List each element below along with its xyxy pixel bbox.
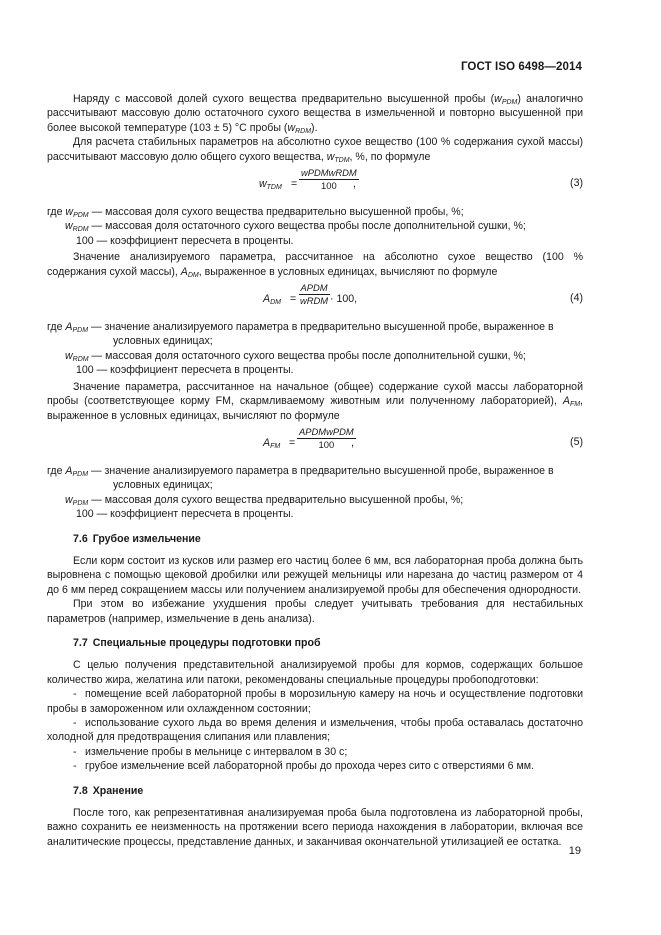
formula-5-definitions [47, 464, 583, 522]
list-item: - использование сухого льда во время деления и измельчения, чтобы проба оставалась достаточно холодной для предотвращения слипания или плавления; [47, 717, 583, 744]
definition-row: 100 — коэффициент пересчета в проценты. [76, 508, 294, 521]
formula-4: $A_{DM}$ = APDM wRDM · 100, (4) [263, 282, 583, 307]
section-7-6-paragraph-2: При этом во избежание ухудшения пробы следует учитывать требования для нестабильных параметров (например, измельчение в день анализа). [47, 598, 583, 625]
formula-5: $A_{FM}$ = APDMwPDM 100 , (5) [263, 425, 583, 450]
page-number: 19 [568, 845, 581, 857]
list-item: - измельчение пробы в мельнице с интервалом в 30 с; [73, 745, 348, 758]
formula-4-number: (4) [570, 292, 583, 305]
definition-row: 100 — коэффициент пересчета в проценты. [76, 234, 294, 247]
section-heading-7-7: 7.7 Специальные процедуры подготовки проб [73, 636, 321, 649]
paragraph-total-dry-matter: Для расчета стабильных параметров на абсолютно сухое вещество (100 % содержания сухой массы) рассчитывают массовую долю общего сухого вещества, $w_{TDM}$, %, по формуле [47, 136, 583, 164]
definition-row: $w_{RDM}$ — массовая доля остаточного сухого вещества пробы после дополнительной сушки, %; [65, 220, 526, 234]
formula-5-fraction: APDMwPDM 100 [299, 425, 354, 450]
section-7-6-paragraph-1: Если корм состоит из кусков или размер его частиц более 6 мм, вся лабораторная проба должна быть выровнена с помощью щековой дробилки или режущей мельницы или нарезана до частиц размером от 4 до 6 мм перед сокращением массы или получением анализируемой пробы для обеспечения однородности. [47, 554, 583, 596]
formula-3-fraction: wPDMwRDM 100 [301, 167, 357, 192]
definition-row: условных единицах; [113, 479, 213, 492]
definition-row: условных единицах; [113, 335, 213, 348]
definition-row: 100 — коэффициент пересчета в проценты. [76, 364, 294, 377]
section-heading-7-6: 7.6 Грубое измельчение [73, 532, 201, 545]
page-content [47, 92, 583, 849]
standard-header: ГОСТ ISO 6498—2014 [460, 61, 582, 73]
definition-row: где $w_{PDM}$ — массовая доля сухого вещества предварительно высушенной пробы, %; [47, 206, 464, 220]
definition-row: $w_{RDM}$ — массовая доля остаточного сухого вещества пробы после дополнительной сушки, %; [65, 349, 526, 363]
section-7-8-paragraph-1: После того, как репрезентативная анализируемая проба была подготовлена из лабораторной пробы, важно сохранить ее неизменность на протяжении всего периода нахождения в лаборатории, включая все аналитические процессы, представление данных, и заканчивая окончательной утилизацией ее остатка. [47, 807, 583, 848]
paragraph-fresh-matter: Значение параметра, рассчитанное на начальное (общее) содержание сухой массы лабораторной пробы (соответствующее корму FM, скармливаемому животным или полученному лабораторией), $A_{FM}$, выраженное в условных единицах, вычисляют по формуле [47, 380, 583, 422]
formula-3-number: (3) [570, 177, 583, 190]
formula-3: $w_{TDM}$ = wPDMwRDM 100 , (3) [259, 167, 583, 192]
formula-5-number: (5) [570, 435, 583, 448]
definition-row: $w_{PDM}$ — массовая доля сухого вещества предварительно высушенной пробы, %; [65, 493, 464, 507]
formula-3-definitions [47, 205, 583, 248]
paragraph-dry-matter: Наряду с массовой долей сухого вещества предварительно высушенной пробы $(w_{PDM})$ аналогично рассчитывают массовую долю остаточного сухого вещества в измельченной и повторно высушенной при более высокой температуре (103 ± 5) °С пробы $(w_{RDM})$. [47, 93, 584, 135]
formula-4-definitions [47, 320, 583, 378]
definition-row: где $A_{PDM}$ — значение анализируемого параметра в предварительно высушенной пробе, выраженное в [47, 464, 554, 478]
formula-4-fraction: APDM wRDM [300, 282, 329, 307]
section-7-7-paragraph-1: С целью получения представительной анализируемой пробы для кормов, содержащих большое количество жира, желатина или патоки, рекомендованы специальные процедуры пробоподготовки: [47, 659, 583, 686]
paragraph-absolute-dry: Значение анализируемого параметра, рассчитанное на абсолютно сухое вещество (100 % содержания сухой массы), $A_{DM}$, выраженное в условных единицах, вычисляют по формуле [47, 251, 583, 279]
section-heading-7-8: 7.8 Хранение [73, 784, 144, 797]
list-item: - грубое измельчение всей лабораторной пробы до прохода через сито с отверстиями 6 мм. [73, 760, 535, 773]
definition-row: где $A_{PDM}$ — значение анализируемого параметра в предварительно высушенной пробе, выраженное в [47, 321, 554, 335]
list-item: - помещение всей лабораторной пробы в морозильную камеру на ночь и осуществление подготовки пробы в замороженном или охлажденном состоянии; [47, 688, 583, 715]
